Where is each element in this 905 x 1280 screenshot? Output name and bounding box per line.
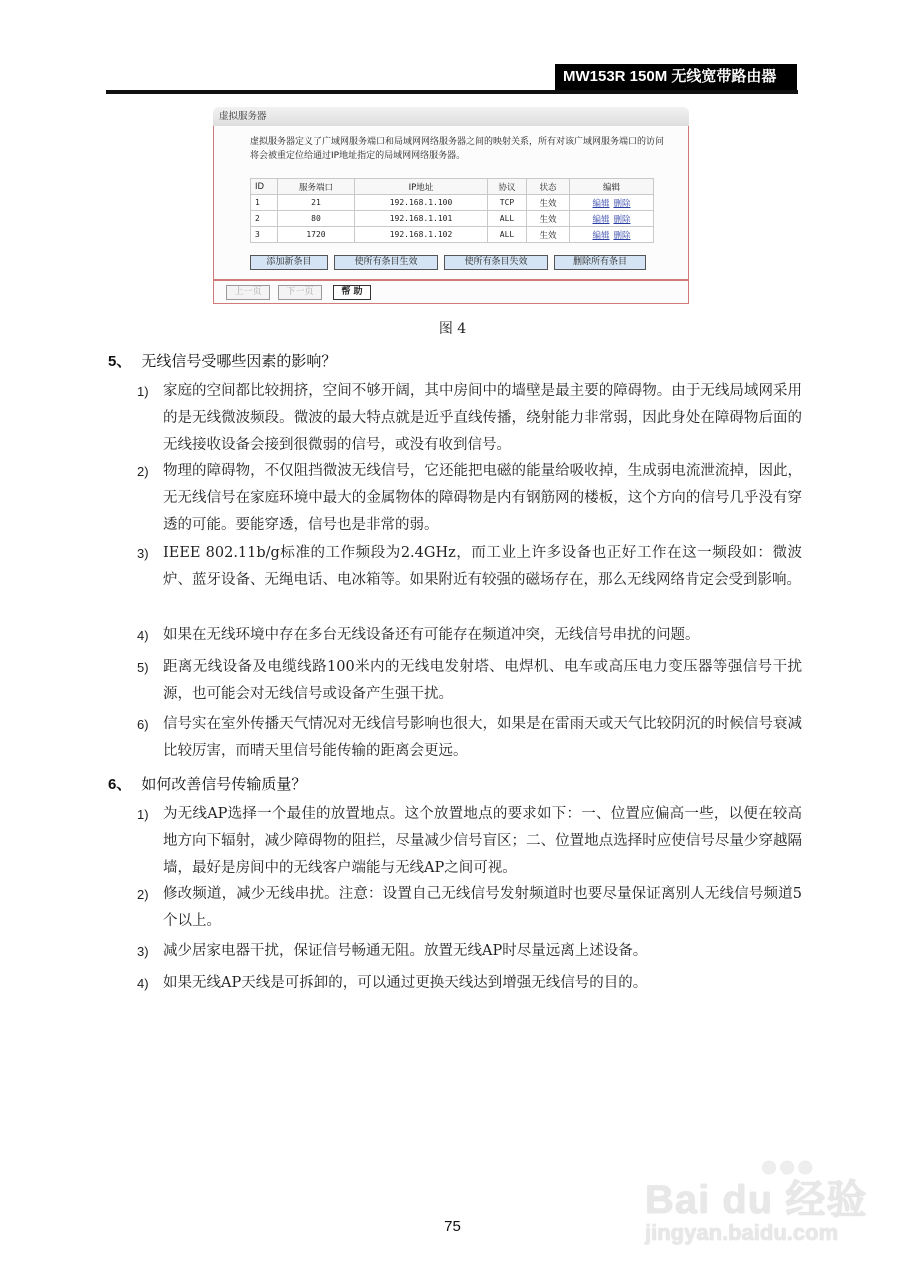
- item-text: 修改频道，减少无线串扰。注意：设置自己无线信号发射频道时也要尽量保证离别人无线信号频道5个以上。: [163, 886, 802, 929]
- next-page-button[interactable]: 下一页: [278, 285, 322, 300]
- item-text: 家庭的空间都比较拥挤，空间不够开阔，其中房间中的墙壁是最主要的障碍物。由于无线局域网采用的是无线微波频段。微波的最大特点就是近乎直线传播，绕射能力非常弱，因此身处在障碍物后面的无线接收设备会接到很微弱的信号，或没有收到信号。: [163, 383, 802, 453]
- baidu-watermark: [640, 1150, 880, 1250]
- list-item: [137, 458, 802, 539]
- item-text: IEEE 802.11b/g标准的工作频段为2.4GHz，而工业上许多设备也正好工作在这一频段如：微波炉、蓝牙设备、无绳电话、电冰箱等。如果附近有较强的磁场存在，那么无线网络肯定会受到影响。: [163, 545, 802, 588]
- item-text: 信号实在室外传播天气情况对无线信号影响也很大，如果是在雷雨天或天气比较阴沉的时候信号衰减比较厉害，而晴天里信号能传输的距离会更远。: [163, 716, 802, 759]
- item-text: 物理的障碍物，不仅阻挡微波无线信号，它还能把电磁的能量给吸收掉，生成弱电流泄流掉，因此，无无线信号在家庭环境中最大的金属物体的障碍物是内有钢筋网的楼板，这个方向的信号几乎没有穿透的可能。要能穿透，信号也是非常的弱。: [163, 463, 802, 533]
- figure-footer: [213, 280, 689, 304]
- enable-all-button[interactable]: 使所有条目生效: [334, 255, 438, 270]
- cell-ip: 192.168.1.102: [355, 227, 488, 243]
- item-marker: 2): [137, 887, 149, 902]
- cell-status: 生效: [527, 227, 570, 243]
- delete-link[interactable]: 删除: [613, 214, 631, 225]
- figure-virtual-server-screenshot: [213, 107, 689, 304]
- section-heading-6: [108, 773, 306, 794]
- col-ip-address: IP地址: [355, 179, 488, 195]
- cell-id: 2: [251, 211, 278, 227]
- figure-action-buttons: [250, 255, 646, 270]
- item-marker: 3): [137, 944, 149, 959]
- edit-link[interactable]: 编辑: [592, 230, 610, 241]
- add-entry-button[interactable]: 添加新条目: [250, 255, 328, 270]
- item-text: 如果在无线环境中存在多台无线设备还有可能存在频道冲突，无线信号串扰的问题。: [163, 627, 700, 643]
- item-marker: 3): [137, 546, 149, 561]
- list-item: [137, 881, 802, 935]
- col-id: ID: [251, 179, 278, 195]
- table-header-row: [251, 179, 654, 195]
- page-number: 75: [444, 1218, 461, 1235]
- cell-actions: [570, 195, 654, 211]
- section-title: 如何改善信号传输质量？: [141, 775, 307, 793]
- help-button[interactable]: 帮 助: [333, 285, 371, 300]
- list-item: [137, 540, 802, 594]
- figure-caption: 图 4: [438, 321, 467, 337]
- section-number: 6、: [108, 776, 132, 793]
- delete-link[interactable]: 删除: [613, 198, 631, 209]
- cell-ip: 192.168.1.100: [355, 195, 488, 211]
- col-edit: 编辑: [570, 179, 654, 195]
- cell-port: 1720: [278, 227, 355, 243]
- item-text: 如果无线AP天线是可拆卸的，可以通过更换天线达到增强无线信号的目的。: [163, 975, 648, 991]
- prev-page-button[interactable]: 上一页: [226, 285, 270, 300]
- cell-ip: 192.168.1.101: [355, 211, 488, 227]
- cell-protocol: ALL: [488, 211, 527, 227]
- item-marker: 6): [137, 717, 149, 732]
- delete-link[interactable]: 删除: [613, 230, 631, 241]
- document-header-title: MW153R 150M 无线宽带路由器: [555, 64, 797, 90]
- figure-body: [213, 126, 689, 280]
- cell-actions: [570, 211, 654, 227]
- item-marker: 1): [137, 807, 149, 822]
- table-row: [251, 227, 654, 243]
- figure-title-bar: 虚拟服务器: [213, 107, 689, 126]
- list-item: [137, 970, 802, 997]
- watermark-url: jingyan.baidu.com: [645, 1220, 839, 1245]
- list-item: [137, 654, 802, 708]
- item-text: 距离无线设备及电缆线路100米内的无线电发射塔、电焊机、电车或高压电力变压器等强信号干扰源，也可能会对无线信号或设备产生强干扰。: [163, 659, 802, 702]
- list-item: [137, 801, 802, 882]
- list-item: [137, 622, 802, 649]
- item-marker: 4): [137, 628, 149, 643]
- item-marker: 5): [137, 660, 149, 675]
- edit-link[interactable]: 编辑: [592, 198, 610, 209]
- item-marker: 1): [137, 384, 149, 399]
- disable-all-button[interactable]: 使所有条目失效: [444, 255, 548, 270]
- cell-id: 3: [251, 227, 278, 243]
- item-marker: 2): [137, 464, 149, 479]
- delete-all-button[interactable]: 删除所有条目: [554, 255, 646, 270]
- cell-id: 1: [251, 195, 278, 211]
- item-marker: 4): [137, 976, 149, 991]
- header-rule: [106, 90, 798, 94]
- table-row: [251, 195, 654, 211]
- virtual-server-table: [250, 178, 654, 243]
- cell-actions: [570, 227, 654, 243]
- section-number: 5、: [108, 353, 132, 370]
- paw-logo-icon: ●●●: [760, 1150, 815, 1183]
- cell-protocol: ALL: [488, 227, 527, 243]
- edit-link[interactable]: 编辑: [592, 214, 610, 225]
- col-service-port: 服务端口: [278, 179, 355, 195]
- cell-protocol: TCP: [488, 195, 527, 211]
- cell-port: 80: [278, 211, 355, 227]
- watermark-brand: Bai du 经验: [645, 1178, 868, 1222]
- section-title: 无线信号受哪些因素的影响？: [141, 352, 337, 370]
- cell-port: 21: [278, 195, 355, 211]
- list-item: [137, 378, 802, 459]
- list-item: [137, 938, 802, 965]
- col-status: 状态: [527, 179, 570, 195]
- item-text: 为无线AP选择一个最佳的放置地点。这个放置地点的要求如下：一、位置应偏高一些，以便在较高地方向下辐射，减少障碍物的阻拦，尽量减少信号盲区；二、位置地点选择时应使信号尽量少穿越隔墙，最好是房间中的无线客户端能与无线AP之间可视。: [163, 806, 802, 876]
- section-heading-5: [108, 350, 336, 371]
- cell-status: 生效: [527, 211, 570, 227]
- table-row: [251, 211, 654, 227]
- cell-status: 生效: [527, 195, 570, 211]
- col-protocol: 协议: [488, 179, 527, 195]
- list-item: [137, 711, 802, 765]
- item-text: 减少居家电器干扰，保证信号畅通无阻。放置无线AP时尽量远离上述设备。: [163, 943, 648, 959]
- figure-description: 虚拟服务器定义了广域网服务端口和局域网网络服务器之间的映射关系，所有对该广域网服务端口的访问将会被重定位给通过IP地址指定的局域网网络服务器。: [250, 137, 665, 161]
